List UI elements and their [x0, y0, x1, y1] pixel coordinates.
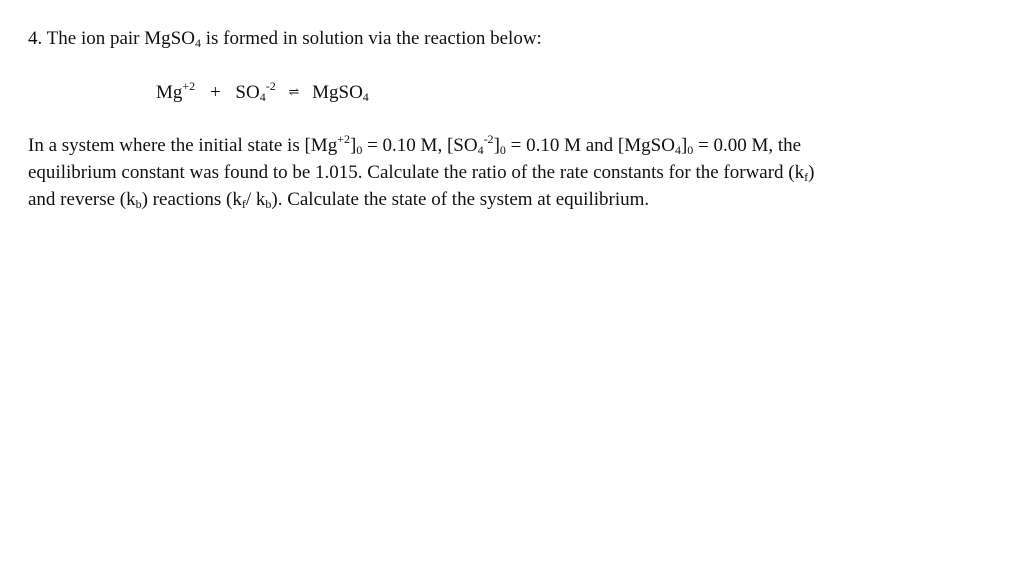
line3-kb-subscript: b — [135, 197, 142, 211]
line2-kf-subscript: f — [804, 170, 809, 184]
question-title — [28, 26, 542, 52]
product-subscript: 4 — [362, 90, 369, 104]
paragraph-line-2 — [28, 160, 814, 186]
line1-text-e: = 0.10 M and [MgSO — [505, 135, 675, 156]
equilibrium-arrow-icon: ⇌ — [288, 84, 300, 99]
magnesium-charge: +2 — [182, 79, 196, 93]
line1-text-a: In a system where the initial state is [Mg — [28, 135, 338, 156]
line3-text-d: ). Calculate the state of the system at equilibrium. — [271, 189, 650, 210]
sulfate-subscript: 4 — [259, 90, 266, 104]
line1-mg-charge: +2 — [337, 132, 350, 146]
line1-zero-3: 0 — [687, 143, 694, 157]
line1-mgso4-subscript: 4 — [674, 143, 681, 157]
line3-text-a: and reverse (k — [28, 189, 136, 210]
line3-kf-subscript: f — [241, 197, 246, 211]
reaction-equation — [156, 79, 369, 106]
line1-zero-2: 0 — [499, 143, 506, 157]
question-number: 4. — [28, 28, 43, 49]
plus-sign: + — [209, 82, 221, 103]
title-text-end: is formed in solution via the reaction below: — [200, 28, 542, 49]
line1-so4-subscript: 4 — [477, 143, 484, 157]
line3-kb-subscript-2: b — [265, 197, 272, 211]
sulfate-charge: -2 — [265, 79, 276, 93]
line1-so4-charge: -2 — [483, 132, 494, 146]
line2-text-a: equilibrium constant was found to be 1.015. Calculate the ratio of the rate constants for the forward (k — [28, 162, 805, 183]
paragraph-line-3 — [28, 187, 649, 213]
product-ion-pair: MgSO — [312, 82, 363, 103]
line1-text-g: = 0.00 M, the — [693, 135, 802, 156]
line3-text-c: / k — [245, 189, 266, 210]
line1-text-c: = 0.10 M, [SO — [362, 135, 478, 156]
line1-text-f: ] — [680, 135, 688, 156]
line1-text-b: ] — [350, 135, 357, 156]
line2-text-b: ) — [808, 162, 815, 183]
reactant-magnesium: Mg — [156, 82, 183, 103]
paragraph-line-1 — [28, 133, 801, 159]
line1-zero-1: 0 — [356, 143, 363, 157]
title-text-start: The ion pair MgSO — [42, 28, 195, 49]
title-subscript: 4 — [194, 36, 201, 50]
line1-text-d: ] — [493, 135, 500, 156]
reactant-sulfate: SO — [235, 82, 260, 103]
line3-text-b: ) reactions (k — [141, 189, 242, 210]
